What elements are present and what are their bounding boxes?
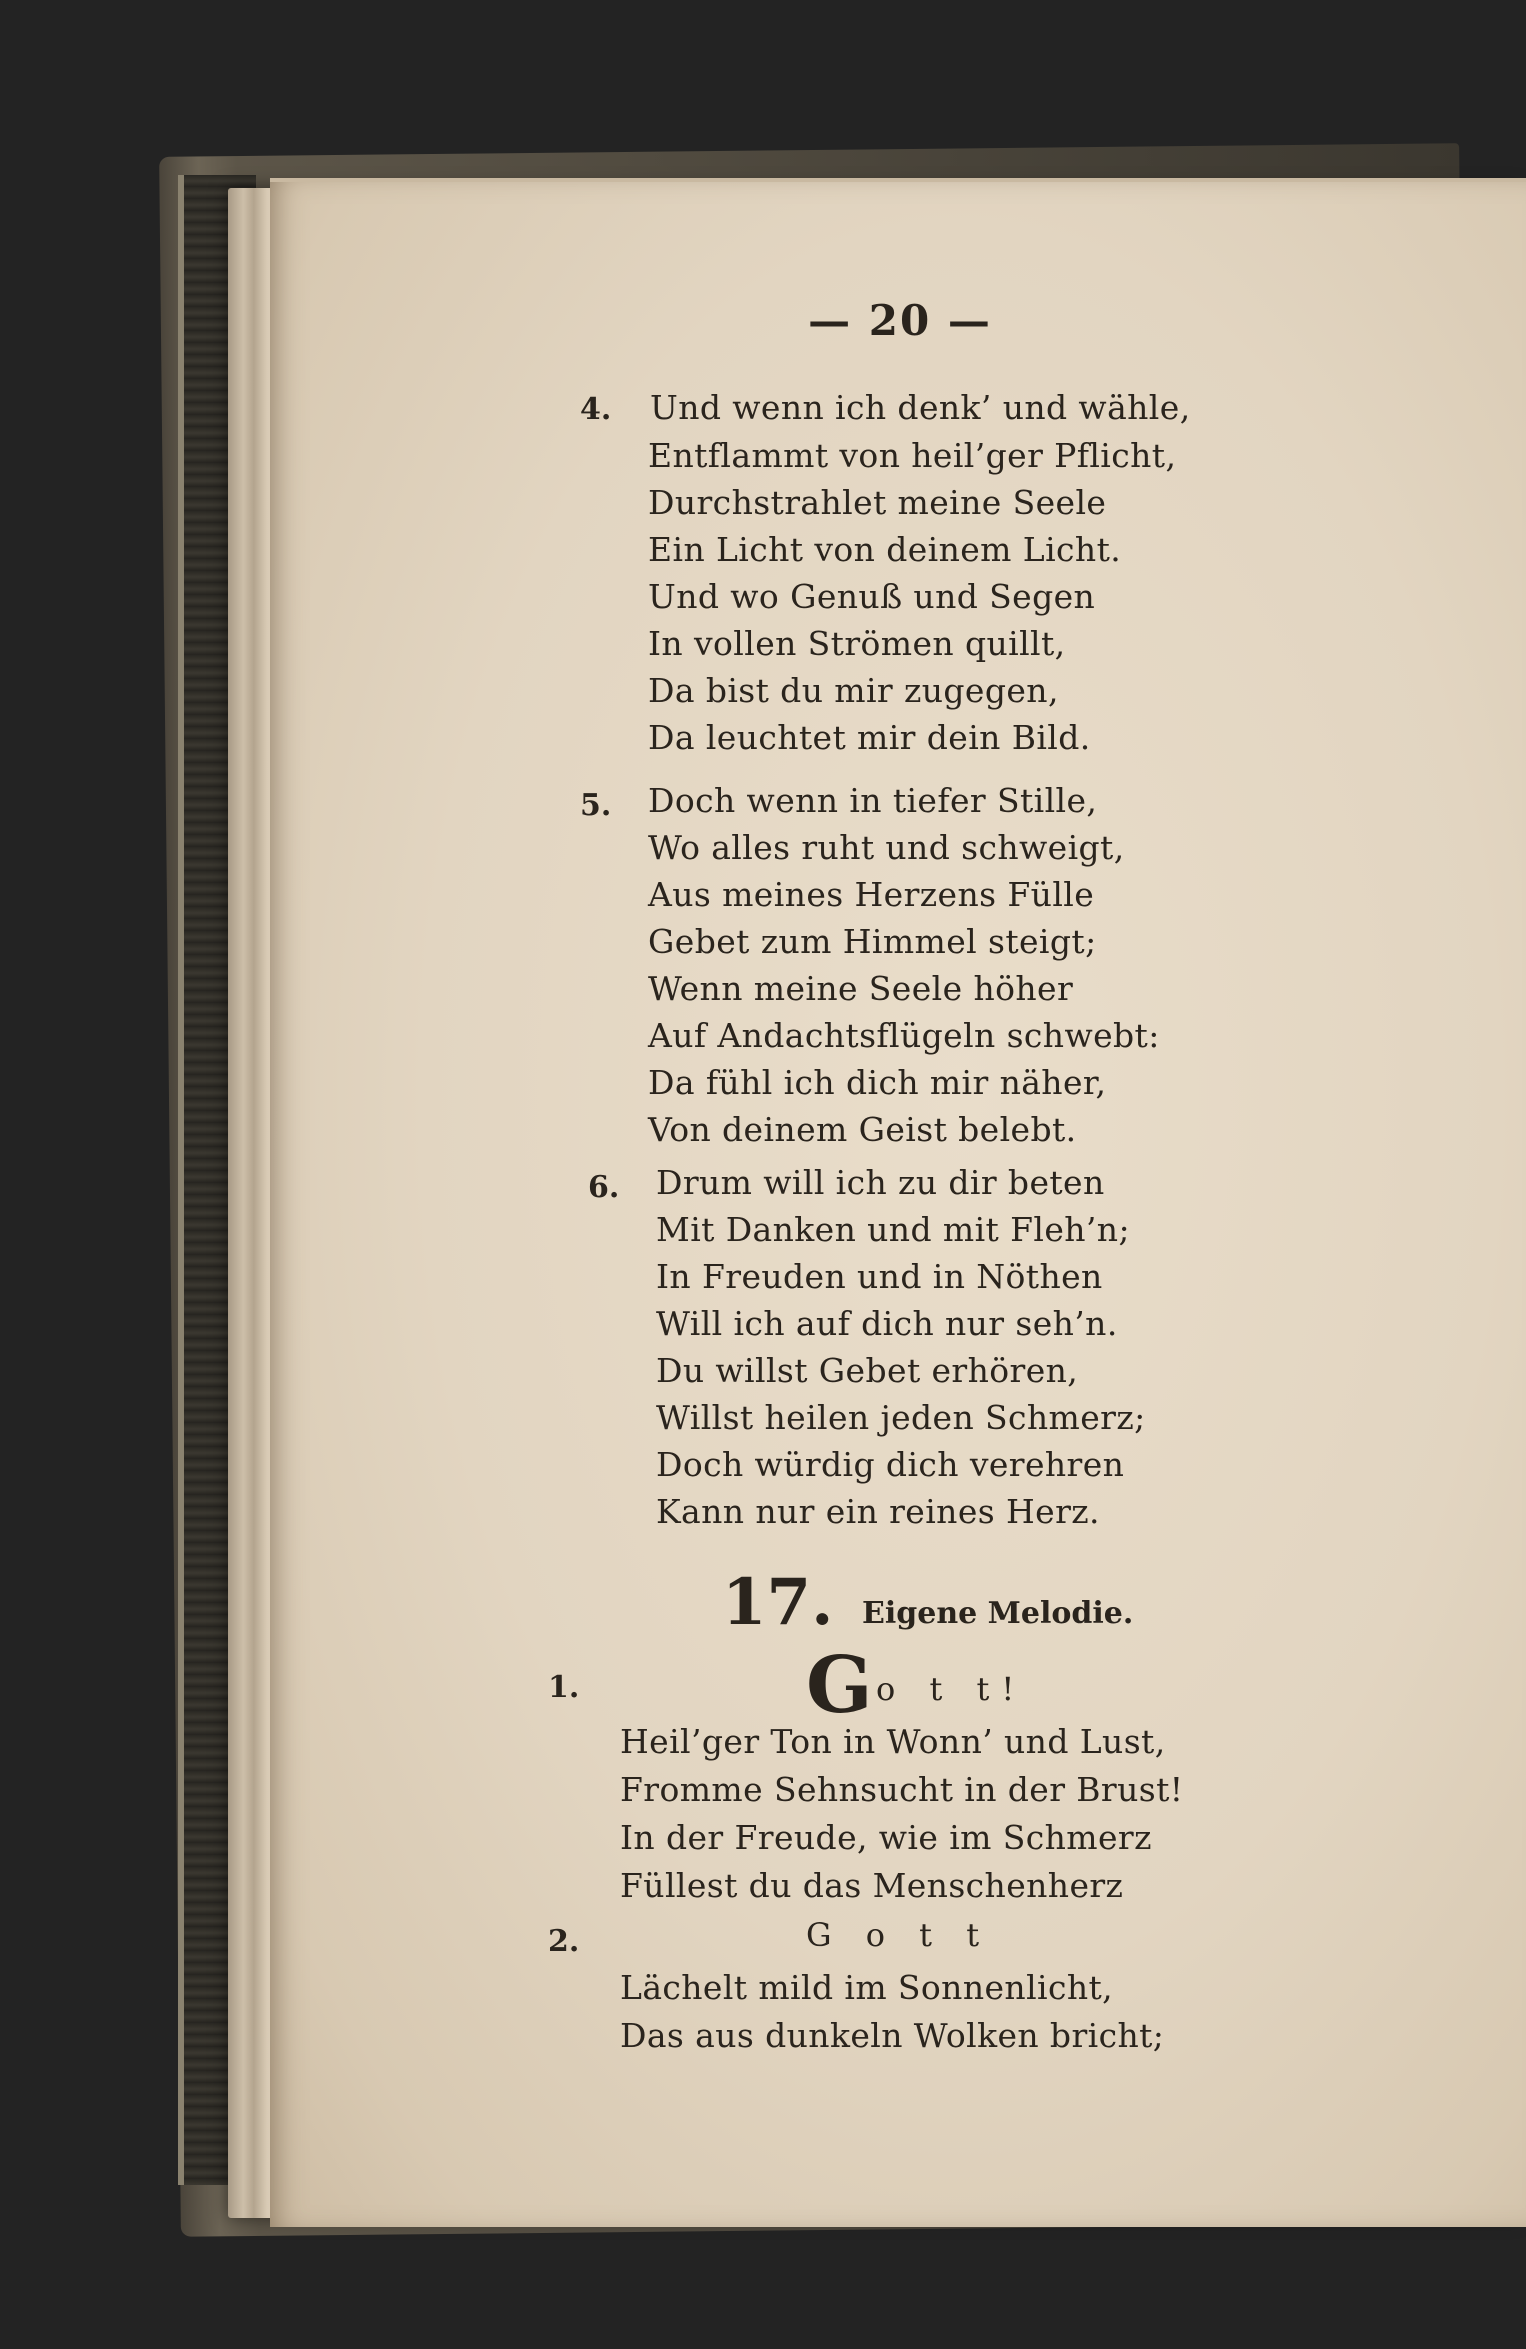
- hymn-number: 17.: [722, 1565, 834, 1640]
- verse-line: Drum will ich zu dir beten: [656, 1163, 1105, 1202]
- stanza-number: 1.: [548, 1670, 580, 1705]
- stanza-number: 6.: [588, 1170, 620, 1205]
- verse-line: Da fühl ich dich mir näher,: [648, 1063, 1107, 1102]
- verse-line: Wenn meine Seele höher: [648, 969, 1074, 1008]
- verse-line: Gebet zum Himmel steigt;: [648, 922, 1097, 961]
- verse-line: In der Freude, wie im Schmerz: [620, 1818, 1152, 1857]
- verse-line: Füllest du das Menschenherz: [620, 1866, 1124, 1905]
- verse-line: Lächelt mild im Sonnenlicht,: [620, 1968, 1114, 2007]
- verse-heading: o t t!: [876, 1670, 1027, 1708]
- verse-line: Mit Danken und mit Fleh’n;: [656, 1210, 1130, 1249]
- verse-line: Heil’ger Ton in Wonn’ und Lust,: [620, 1722, 1166, 1761]
- verse-line: Doch wenn in tiefer Stille,: [648, 781, 1098, 820]
- verse-line: Aus meines Herzens Fülle: [648, 875, 1095, 914]
- verse-line: Entflammt von heil’ger Pflicht,: [648, 436, 1177, 475]
- verse-line: Will ich auf dich nur seh’n.: [656, 1304, 1118, 1343]
- drop-initial: G: [806, 1640, 873, 1731]
- stanza-number: 2.: [548, 1924, 580, 1959]
- verse-line: Durchstrahlet meine Seele: [648, 483, 1107, 522]
- verse-line: In vollen Strömen quillt,: [648, 624, 1066, 663]
- verse-line: In Freuden und in Nöthen: [656, 1257, 1103, 1296]
- verse-line: Und wo Genuß und Segen: [648, 577, 1096, 616]
- verse-line: Fromme Sehnsucht in der Brust!: [620, 1770, 1184, 1809]
- verse-line: Doch würdig dich verehren: [656, 1445, 1125, 1484]
- verse-line: Von deinem Geist belebt.: [648, 1110, 1077, 1149]
- verse-line: Willst heilen jeden Schmerz;: [656, 1398, 1146, 1437]
- verse-line: Und wenn ich denk’ und wähle,: [650, 388, 1191, 427]
- stanza-number: 4.: [580, 392, 612, 427]
- verse-heading: G o t t: [806, 1916, 992, 1954]
- verse-line: Kann nur ein reines Herz.: [656, 1492, 1100, 1531]
- verse-line: Auf Andachtsflügeln schwebt:: [648, 1016, 1160, 1055]
- page-number: — 20 —: [808, 296, 992, 345]
- verse-line: Wo alles ruht und schweigt,: [648, 828, 1125, 867]
- hymn-melody: Eigene Melodie.: [862, 1596, 1134, 1631]
- verse-line: Da bist du mir zugegen,: [648, 671, 1059, 710]
- verse-line: Das aus dunkeln Wolken bricht;: [620, 2016, 1165, 2055]
- verse-line: Ein Licht von deinem Licht.: [648, 530, 1122, 569]
- verse-line: Du willst Gebet erhören,: [656, 1351, 1079, 1390]
- verse-line: Da leuchtet mir dein Bild.: [648, 718, 1091, 757]
- stanza-number: 5.: [580, 788, 612, 823]
